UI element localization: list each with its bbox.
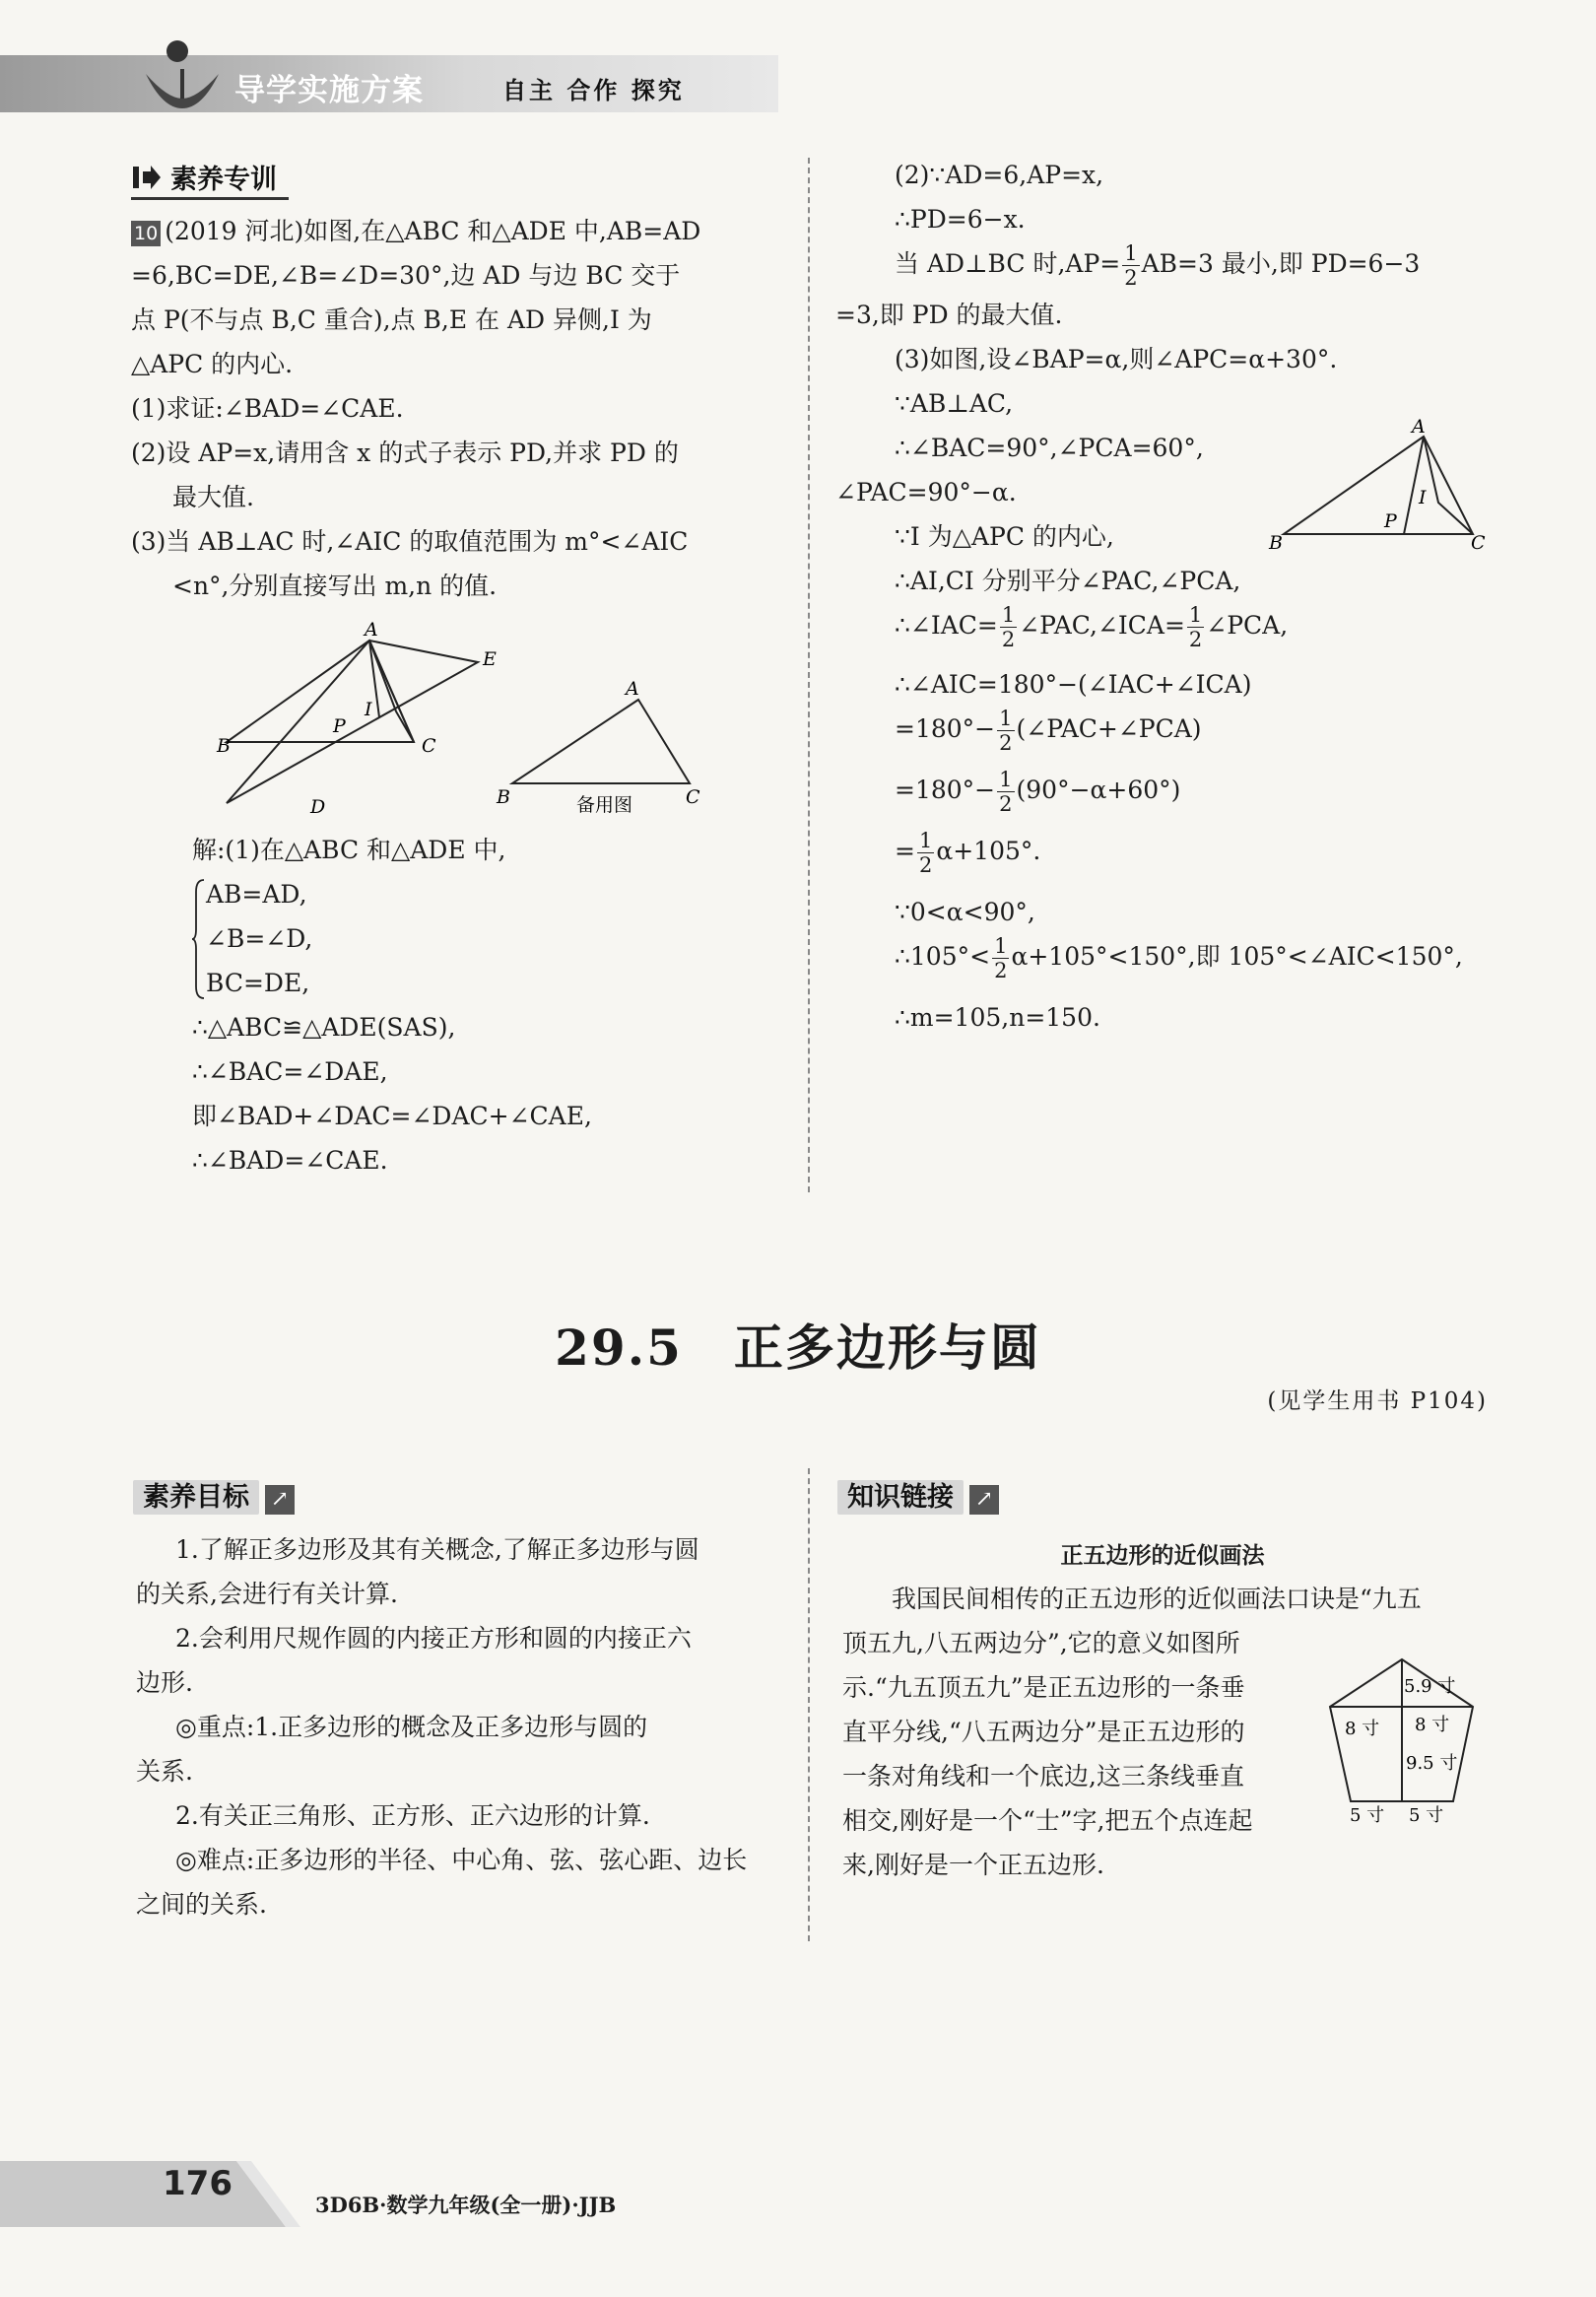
solution-text: =	[895, 837, 915, 865]
column-divider-bottom	[808, 1468, 810, 1941]
arrow-up-right-icon: ↗	[969, 1485, 999, 1515]
solution-text: α+105°.	[936, 837, 1041, 865]
solution-line: ∵I 为△APC 的内心,	[895, 522, 1114, 551]
solution-text: =180°−	[895, 776, 996, 804]
figure2-caption: 备用图	[576, 794, 633, 816]
solution-text: α+105°<150°,即 105°<∠AIC<150°,	[1011, 942, 1463, 971]
header-subtitle: 自主 合作 探究	[502, 77, 685, 104]
solution-line: 解:(1)在△ABC 和△ADE 中,	[192, 836, 506, 864]
pentagon-label: 5 寸	[1409, 1805, 1444, 1823]
goals-tag	[133, 1475, 295, 1515]
solution-line: ∠PAC=90°−α.	[835, 478, 1017, 507]
problem-block	[131, 209, 791, 608]
header-title: 导学实施方案	[234, 73, 424, 108]
solution-text: ∠PCA,	[1206, 611, 1289, 640]
solution-line: ∴AI,CI 分别平分∠PAC,∠PCA,	[895, 567, 1241, 595]
solution-right	[835, 153, 1505, 1040]
figure1-label: D	[310, 796, 326, 818]
solution-brace-system	[192, 872, 803, 1005]
solution-line	[835, 768, 1505, 829]
arrow-up-right-icon: ↗	[265, 1485, 295, 1515]
goal-line: 关系.	[136, 1757, 193, 1786]
knowledge-line: 直平分线,“八五两边分”是正五边形的	[842, 1718, 1245, 1746]
solution-text: AB=3 最小,即 PD=6−3	[1141, 249, 1421, 278]
fraction	[1187, 603, 1204, 651]
solution-line: ∴∠BAD=∠CAE.	[192, 1146, 388, 1175]
goals-tag-label: 素养目标	[133, 1480, 259, 1515]
solution-text: ∠PAC,∠ICA=	[1019, 611, 1185, 640]
solution-line: ∴△ABC≌△ADE(SAS),	[192, 1013, 456, 1042]
figure3-label: C	[1471, 532, 1486, 552]
figure3-label: A	[1412, 419, 1426, 438]
solution-line	[835, 241, 1505, 293]
knowledge-line: 我国民间相传的正五边形的近似画法口诀是“九五	[892, 1585, 1422, 1613]
figure3-label: P	[1384, 510, 1397, 532]
pentagon-label: 9.5 寸	[1406, 1753, 1458, 1774]
solution-line	[835, 934, 1505, 995]
solution-line	[835, 829, 1505, 890]
pentagon-label: 5.9 寸	[1404, 1676, 1456, 1697]
figure1-label: B	[217, 735, 231, 757]
solution-text: 当 AD⊥BC 时,AP=	[895, 249, 1121, 278]
fraction-denominator: 2	[994, 959, 1008, 982]
figure1-label: E	[483, 648, 497, 670]
knowledge-line: 顶五九,八五两边分”,它的意义如图所	[842, 1629, 1240, 1657]
knowledge-tag-label: 知识链接	[837, 1480, 964, 1515]
goal-line: ◎难点:正多边形的半径、中心角、弦、弦心距、边长	[175, 1846, 748, 1874]
figure2-label: B	[497, 786, 510, 808]
fraction-denominator: 2	[918, 853, 933, 877]
knowledge-line: 示.“九五顶五九”是正五边形的一条垂	[842, 1673, 1245, 1702]
solution-line	[835, 603, 1505, 662]
solution-line: ∴∠BAC=90°,∠PCA=60°,	[895, 434, 1204, 462]
solution-line: ∴∠AIC=180°−(∠IAC+∠ICA)	[895, 670, 1252, 699]
fraction-numerator: 1	[918, 829, 933, 852]
figure3-label: B	[1269, 532, 1283, 552]
problem-number-badge: 10	[131, 221, 161, 246]
knowledge-heading: 正五边形的近似画法	[1060, 1543, 1265, 1569]
solution-line: ∴∠BAC=∠DAE,	[192, 1057, 388, 1086]
logo-icon	[138, 30, 227, 118]
problem-line: (2019 河北)如图,在△ABC 和△ADE 中,AB=AD	[165, 217, 701, 245]
solution-left	[192, 828, 803, 1182]
solution-line: ∴PD=6−x.	[895, 205, 1026, 234]
solution-line: 即∠BAD+∠DAC=∠DAC+∠CAE,	[192, 1102, 592, 1130]
solution-line: (2)∵AD=6,AP=x,	[895, 161, 1104, 189]
page-number: 176	[163, 2164, 233, 2203]
pentagon-label: 8 寸	[1345, 1719, 1380, 1739]
solution-text: (90°−α+60°)	[1016, 776, 1181, 804]
brace-icon	[192, 878, 206, 1001]
solution-text: =180°−	[895, 714, 996, 743]
solution-line: ∵AB⊥AC,	[895, 389, 1014, 418]
fraction	[997, 707, 1014, 755]
arrow-right-icon	[133, 164, 163, 191]
goal-line: 的关系,会进行有关计算.	[136, 1580, 398, 1608]
fraction	[992, 934, 1009, 982]
section-tag-label: 素养专训	[131, 163, 289, 200]
solution-line	[835, 707, 1505, 768]
question-3: (3)当 AB⊥AC 时,∠AIC 的取值范围为 m°<∠AIC	[131, 527, 689, 556]
goals-text	[136, 1527, 796, 1926]
solution-line: =3,即 PD 的最大值.	[835, 301, 1063, 329]
column-divider-top	[808, 158, 810, 1192]
problem-line: △APC 的内心.	[131, 350, 294, 378]
goal-line: ◎重点:1.正多边形的概念及正多边形与圆的	[175, 1713, 648, 1741]
goal-line: 2.会利用尺规作圆的内接正方形和圆的内接正六	[175, 1624, 692, 1653]
fraction	[997, 768, 1014, 816]
fraction-denominator: 2	[999, 792, 1013, 816]
book-code: 3D6B·数学九年级(全一册)·JJB	[315, 2193, 617, 2217]
pentagon-figure	[1315, 1655, 1497, 1823]
figure1-label: C	[422, 735, 436, 757]
fraction-numerator: 1	[1188, 603, 1203, 627]
knowledge-line: 相交,刚好是一个“士”字,把五个点连起	[842, 1806, 1253, 1835]
section-title: 29.5 正多边形与圆	[555, 1318, 1041, 1377]
problem-line: =6,BC=DE,∠B=∠D=30°,边 AD 与边 BC 交于	[131, 261, 681, 290]
figure2-label: A	[626, 678, 639, 700]
knowledge-tag	[837, 1475, 999, 1515]
figure-triangle-api	[1266, 419, 1488, 552]
fraction-denominator: 2	[1124, 266, 1138, 290]
problem-line: 点 P(不与点 B,C 重合),点 B,E 在 AD 异侧,I 为	[131, 305, 652, 334]
goal-line: 1.了解正多边形及其有关概念,了解正多边形与圆	[175, 1535, 699, 1564]
solution-line: ∴m=105,n=150.	[895, 1003, 1100, 1032]
fraction-numerator: 1	[994, 934, 1008, 958]
figure1-label: P	[333, 715, 346, 737]
fraction	[917, 829, 934, 877]
figure2-label: C	[686, 786, 700, 808]
solution-text: ∴105°<	[895, 942, 991, 971]
knowledge-line: 一条对角线和一个底边,这三条线垂直	[842, 1762, 1244, 1790]
solution-line: AB=AD,	[206, 880, 307, 909]
figure1-label: I	[365, 699, 372, 720]
goal-line: 2.有关正三角形、正方形、正六边形的计算.	[175, 1801, 650, 1830]
figure1-label: A	[365, 621, 378, 641]
solution-line: ∵0<α<90°,	[895, 898, 1035, 926]
fraction-denominator: 2	[1001, 628, 1016, 651]
fraction-numerator: 1	[1124, 241, 1138, 265]
fraction	[1122, 241, 1139, 290]
question-3-cont: <n°,分别直接写出 m,n 的值.	[172, 572, 498, 600]
fraction-denominator: 2	[999, 731, 1013, 755]
solution-text: (∠PAC+∠PCA)	[1016, 714, 1202, 743]
question-2-cont: 最大值.	[172, 483, 254, 511]
fraction	[1000, 603, 1017, 651]
solution-line: (3)如图,设∠BAP=α,则∠APC=α+30°.	[895, 345, 1338, 373]
reference-note: (见学生用书 P104)	[1267, 1388, 1488, 1414]
question-1: (1)求证:∠BAD=∠CAE.	[131, 394, 404, 423]
fraction-numerator: 1	[999, 768, 1013, 791]
solution-text: ∴∠IAC=	[895, 611, 998, 640]
knowledge-line: 来,刚好是一个正五边形.	[842, 1851, 1104, 1879]
figure-backup-triangle	[493, 675, 719, 823]
figure-triangles-abc-ade	[207, 621, 512, 818]
question-2: (2)设 AP=x,请用含 x 的式子表示 PD,并求 PD 的	[131, 439, 679, 467]
figure3-label: I	[1419, 487, 1427, 508]
solution-line: ∠B=∠D,	[206, 924, 313, 953]
pentagon-label: 5 寸	[1350, 1805, 1385, 1823]
fraction-numerator: 1	[1001, 603, 1016, 627]
solution-line: BC=DE,	[206, 969, 310, 997]
goal-line: 之间的关系.	[136, 1890, 267, 1919]
pentagon-label: 8 寸	[1415, 1715, 1450, 1735]
goal-line: 边形.	[136, 1668, 193, 1697]
fraction-numerator: 1	[999, 707, 1013, 730]
fraction-denominator: 2	[1188, 628, 1203, 651]
